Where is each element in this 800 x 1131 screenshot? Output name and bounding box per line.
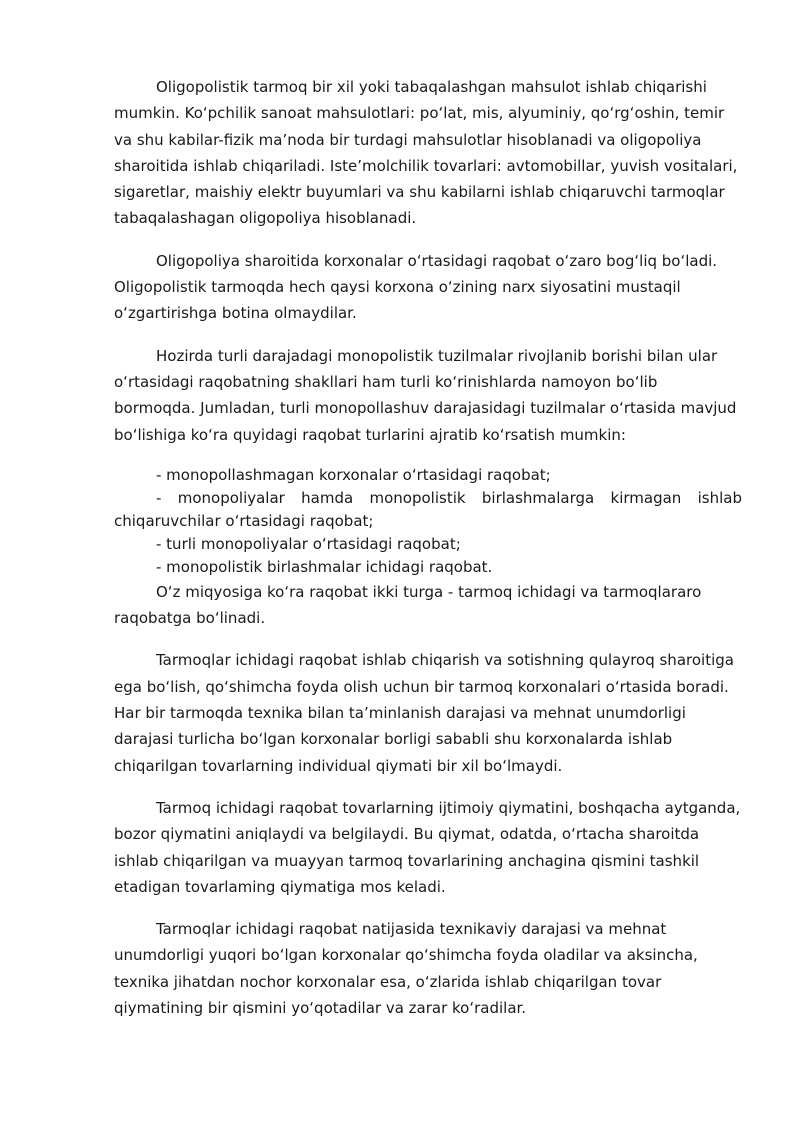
paragraph-4: Tarmoqlar ichidagi raqobat ishlab chiqarish va sotishning qulayroq sharoitiga ega boʻlish, qoʻshimcha foyda olish uchun bir tarmoq korxonalari oʻrtasida boradi. Har bir tarmoqda texnika bilan taʼminlanish darajasi va mehnat unumdorligi darajasi turlicha boʻlgan korxonalar borligi sababli shu korxonalarda ishlab chiqarilgan tovarlarning individual qiymati bir xil boʻlmaydi. (114, 651, 734, 775)
paragraph-3: Hozirda turli darajadagi monopolistik tuzilmalar rivojlanib borishi bilan ular oʻrtasidagi raqobatning shakllari ham turli koʻrinishlarda namoyon boʻlib bormoqda. Jumladan, turli monopollashuv darajasidagi tuzilmalar oʻrtasida mavjud boʻlishiga koʻra quyidagi raqobat turlarini ajratib koʻrsatish mumkin: (114, 346, 737, 444)
paragraph-after-list: Oʻz miqyosiga koʻra raqobat ikki turga - tarmoq ichidagi va tarmoqlararo raqobatga boʻlinadi. (114, 582, 702, 628)
paragraph-6: Tarmoqlar ichidagi raqobat natijasida texnikaviy darajasi va mehnat unumdorligi yuqori boʻlgan korxonalar qoʻshimcha foyda oladilar va aksincha, texnika jihatdan nochor korxonalar esa, oʻzlarida ishlab chiqarilgan tovar qiymatining bir qismini yoʻqotadilar va zarar koʻradilar. (114, 920, 698, 1018)
list-item: - monopolistik birlashmalar ichidagi raqobat. (156, 557, 493, 576)
document-page (114, 74, 742, 1037)
paragraph-2: Oligopoliya sharoitida korxonalar oʻrtasidagi raqobat oʻzaro bogʻliq boʻladi. Oligopolistik tarmoqda hech qaysi korxona oʻzining narx siyosatini mustaqil oʻzgartirishga botina olmaydilar. (114, 251, 718, 323)
list-item: - monopollashmagan korxonalar oʻrtasidagi raqobat; (156, 465, 551, 484)
competition-types-list (114, 464, 742, 579)
list-item: - turli monopoliyalar oʻrtasidagi raqobat; (156, 534, 461, 553)
paragraph-5: Tarmoq ichidagi raqobat tovarlarning ijtimoiy qiymatini, boshqacha aytganda, bozor qiymatini aniqlaydi va belgilaydi. Bu qiymat, odatda, oʻrtacha sharoitda ishlab chiqarilgan va muayyan tarmoq tovarlarining anchagina qismini tashkil etadigan tovarlaming qiymatiga mos keladi. (114, 798, 741, 896)
paragraph-1: Oligopolistik tarmoq bir xil yoki tabaqalashgan mahsulot ishlab chiqarishi mumkin. Koʻpchilik sanoat mahsulotlari: poʻlat, mis, alyuminiy, qoʻrgʻoshin, temir va shu kabilar-fizik maʼnoda bir turdagi mahsulotlar hisoblanadi va oligopoliya sharoitida ishlab chiqariladi. Isteʼmolchilik tovarlari: avtomobillar, yuvish vositalari, sigaretlar, maishiy elektr buyumlari va shu kabilarni ishlab chiqaruvchi tarmoqlar tabaqalashagan oligopoliya hisoblanadi. (114, 78, 738, 228)
list-item: - monopoliyalar hamda monopolistik birlashmalarga kirmagan ishlab chiqaruvchilar oʻrtasidagi raqobat; (114, 488, 742, 530)
